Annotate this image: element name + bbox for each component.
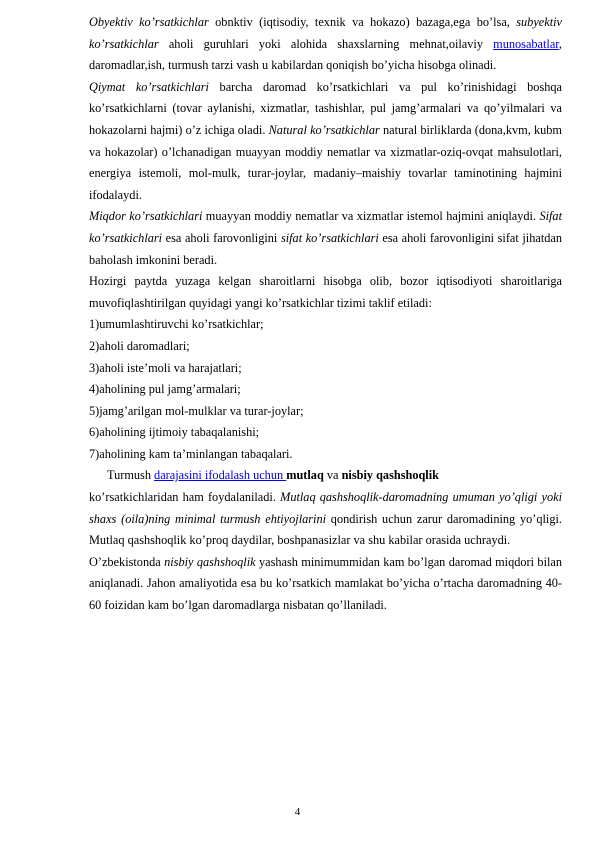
text: aholi guruhlari yoki alohida shaxslarning mehnat,oilaviy <box>158 36 494 51</box>
link-munosabatlar[interactable]: munosabatlar <box>493 36 559 51</box>
list-item: 2)aholi daromadlari; <box>89 338 190 353</box>
term-objective-indicators: Obyektiv ko’rsatkichlar <box>89 15 209 29</box>
page-number: 4 <box>294 806 301 818</box>
paragraph-objective-indicators <box>89 12 562 77</box>
term-subjective-indicators: subyektiv ko’rsatkichlar <box>89 15 562 51</box>
term-quality-indicators: Sifat ko’rsatkichlari <box>89 209 562 245</box>
paragraph-absolute-poverty <box>89 487 562 552</box>
text: yashash minimummidan kam bo’lgan daromad miqdori bilan aniqlanadi. Jahon amaliyotida esa bu ko’rsatkich mamlakat bo’yicha o’rtacha daromadning 40-60 foizidan kam bo’lgan daromadlarga nisbatan qo’llaniladi. <box>89 554 563 613</box>
term-value-indicators: Qiymat ko’rsatkichlari <box>89 79 209 94</box>
list-item: 4)aholining pul jamg’armalari; <box>89 382 241 397</box>
term-relative-poverty-2: nisbiy qashshoqlik <box>164 554 256 569</box>
text: qondirish uchun zarur daromadining yo’qligi. Mutlaq qashshoqlik ko’proq daydilar, boshpanasizlar va shu kabilar orasida uchraydi. <box>89 511 562 548</box>
term-quality-indicators-2: sifat ko’rsatkichlari <box>280 230 379 245</box>
paragraph-value-indicators <box>89 77 562 207</box>
paragraph-relative-poverty <box>89 552 562 617</box>
paragraph-quantity-indicators <box>89 206 562 271</box>
indicator-list <box>89 314 562 465</box>
list-item: 5)jamg’arilgan mol-mulklar va turar-joylar; <box>89 403 304 418</box>
text: barcha daromad ko’rsatkichlari va pul ko’rinishidagi boshqa ko’rsatkichlarni (tovar aylanishi, xizmatlar, tashishlar, pul jamg’armalari va qo’yilmalari va hokazolarni hajmi) o’z ichiga oladi. <box>89 79 562 137</box>
list-item: 6)aholining ijtimoiy tabaqalanishi; <box>89 425 260 440</box>
text: O’zbekistonda <box>89 554 165 569</box>
list-item: 3)aholi iste’moli va harajatlari; <box>89 360 242 375</box>
paragraph-new-system: Hozirgi paytda yuzaga kelgan sharoitlarni hisobga olib, bozor iqtisodiyoti sharoitlariga muvofiqlashtirilgan quyidagi yangi ko’rsatkichlar tizimi taklif etiladi: <box>89 274 562 310</box>
document-body <box>89 12 562 617</box>
term-absolute: mutlaq <box>286 468 324 483</box>
list-item: 7)aholining kam ta’minlangan tabaqalari. <box>89 446 293 461</box>
definition-absolute-poverty: Mutlaq qashshoqlik-daromadning umuman yo’qligi yoki shaxs (oila)ning minimal turmush ehtiyojlarini <box>89 490 562 526</box>
text: va <box>323 468 342 483</box>
text: ko’rsatkichlaridan ham foydalaniladi. <box>89 490 281 505</box>
list-item: 1)umumlashtiruvchi ko’rsatkichlar; <box>89 317 264 332</box>
text: Turmush <box>107 468 155 483</box>
text: obnktiv (iqtisodiy, texnik va hokazo) bazaga,ega bo’lsa, <box>208 15 517 29</box>
text: esa aholi farovonligini <box>162 230 281 245</box>
text: , daromadlar,ish, turmush tarzi vash u kabilardan qoniqish bo’yicha hisobga olinadi. <box>89 36 562 73</box>
term-natural-indicators: Natural ko’rsatkichlar <box>268 122 380 137</box>
term-quantity-indicators: Miqdor ko’rsatkichlari <box>89 209 203 224</box>
paragraph-poverty-heading <box>89 465 562 487</box>
text: esa aholi farovonligini sifat jihatdan baholash imkonini beradi. <box>89 230 562 267</box>
link-darajasini-ifodalash[interactable]: darajasini ifodalash uchun <box>154 468 287 483</box>
text: muayyan moddiy nematlar va xizmatlar istemol hajmini aniqlaydi. <box>202 209 540 224</box>
text: natural birliklarda (dona,kvm, kubm va hokazolar) o’lchanadigan muayyan moddiy nematlar va xizmatlar-oziq-ovqat mahsulotlari, energiya istemoli, mol-mulk, turar-joylar, madaniy–maishiy tovarlar taminotining hajmini ifodalaydi. <box>89 122 562 202</box>
term-relative-poverty: nisbiy qashshoqlik <box>341 468 439 483</box>
